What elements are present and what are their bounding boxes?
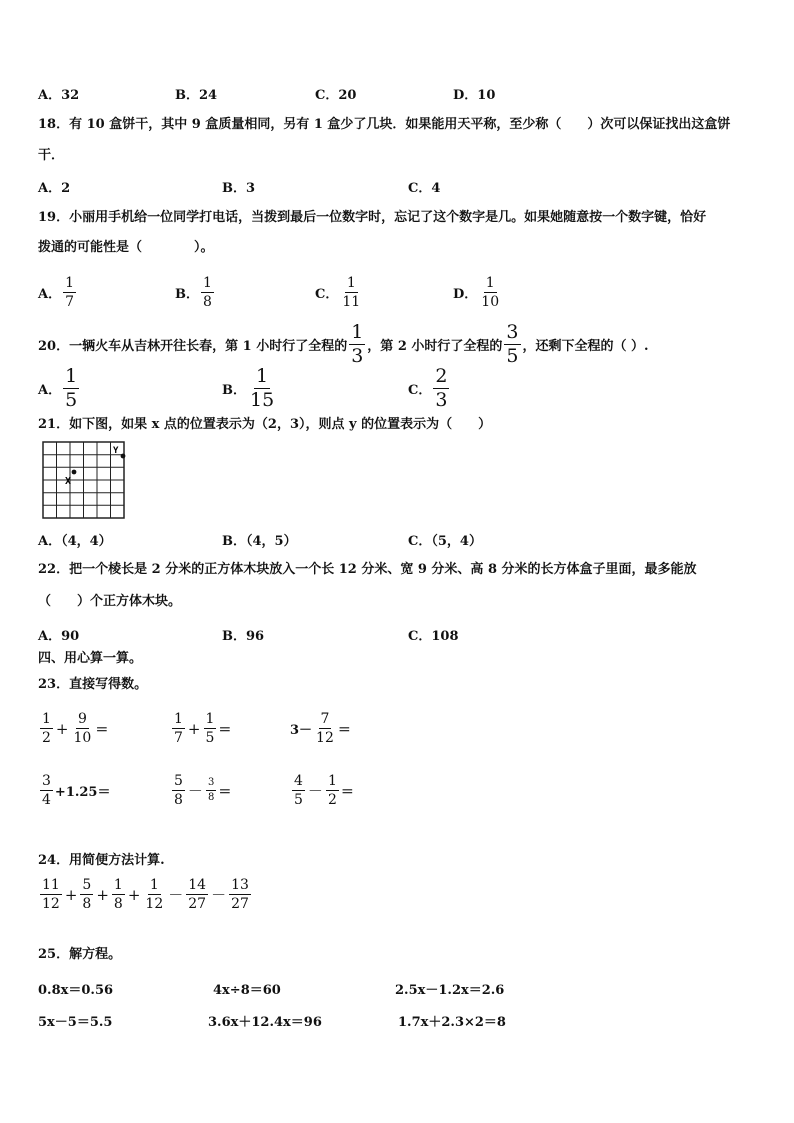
q19-line1: 19．小丽用手机给一位同学打电话，当拨到最后一位数字时，忘记了这个数字是几。如果她随意按一个数字键，恰好	[38, 210, 707, 225]
fraction: $\frac{1}{3}$	[351, 321, 364, 367]
q20-option-c	[408, 367, 451, 410]
fraction: $\frac{1}{10}$	[481, 275, 500, 310]
q23-title: 23．直接写得数。	[38, 677, 148, 692]
point-x-label: X	[65, 476, 72, 487]
q25-equation-6: 1.7x＋2.3×2＝8	[398, 1015, 506, 1030]
option-label: A．	[38, 287, 62, 302]
q24-expression: $\frac{11}{12}$ + $\frac{5}{8}$ + $\frac{1}{8}$ + $\frac{1}{12}$ － $\frac{14}{27}$ － $\frac{13}{27}$	[42, 877, 249, 912]
q25-equation-3: 2.5x－1.2x＝2.6	[395, 983, 505, 998]
option-label: C．	[408, 383, 432, 398]
q25-equation-5: 3.6x＋12.4x＝96	[208, 1015, 322, 1030]
grid-lines	[43, 442, 124, 518]
q22-option-c: C．108	[408, 629, 459, 644]
q22-option-b: B．96	[222, 629, 265, 644]
q19-line2: 拨通的可能性是（ ）。	[38, 240, 214, 255]
q17-option-a: A．32	[38, 88, 80, 103]
option-label: C．	[315, 287, 339, 302]
q21-option-c: C．（5，4）	[408, 534, 482, 549]
option-label: B．	[222, 383, 246, 398]
q23-expression-5: $\frac{5}{8}$ － $\frac{3}{8}$ ＝	[174, 773, 232, 808]
q18-option-c: C．4	[408, 181, 441, 196]
q23-expression-4: $\frac{3}{4}$ +1.25＝	[42, 773, 111, 808]
q25-title: 25．解方程。	[38, 947, 122, 962]
q21-line1: 21．如下图，如果 x 点的位置表示为（2，3），则点 y 的位置表示为（ ）	[38, 417, 492, 432]
q22-option-a: A．90	[38, 629, 80, 644]
q19-option-b	[175, 276, 216, 309]
fraction: $\frac{2}{3}$	[435, 365, 448, 411]
q22-line2: （ ）个正方体木块。	[38, 594, 182, 609]
fraction: $\frac{1}{15}$	[250, 365, 275, 411]
q23-expression-3: 3－ $\frac{7}{12}$ ＝	[290, 711, 351, 746]
point-y	[121, 454, 126, 459]
fraction: $\frac{1}{11}$	[342, 275, 361, 310]
q17-option-d: D．10	[453, 88, 496, 103]
q19-option-a	[38, 276, 78, 309]
q19-option-c	[315, 276, 364, 309]
section-four-heading: 四、用心算一算。	[38, 651, 143, 666]
q25-equation-2: 4x÷8＝60	[213, 983, 281, 998]
q20-option-a	[38, 367, 81, 410]
q23-expression-6: $\frac{4}{5}$ － $\frac{1}{2}$ ＝	[294, 773, 354, 808]
fraction: $\frac{1}{7}$	[65, 275, 75, 310]
q18-option-a: A．2	[38, 181, 71, 196]
q20-question	[38, 323, 649, 366]
q18-option-b: B．3	[222, 181, 256, 196]
q20-text-part1: 20．一辆火车从吉林开往长春，第 1 小时行了全程的	[38, 339, 348, 354]
fraction: $\frac{1}{8}$	[203, 275, 212, 310]
fraction: $\frac{3}{5}$	[506, 321, 519, 367]
q25-equation-4: 5x－5＝5.5	[38, 1015, 113, 1030]
q20-text-part2: ，第 2 小时行了全程的	[367, 339, 503, 354]
q23-expression-2: $\frac{1}{7}$ + $\frac{1}{5}$ ＝	[174, 711, 232, 746]
option-label: A．	[38, 383, 62, 398]
q21-option-a: A．（4，4）	[38, 534, 112, 549]
q20-option-b	[222, 367, 278, 410]
q18-line1: 18．有 10 盒饼干，其中 9 盒质量相同，另有 1 盒少了几块．如果能用天平称，至少称（ ）次可以保证找出这盒饼	[38, 117, 731, 132]
q17-option-c: C．20	[315, 88, 357, 103]
q20-text-part3: ，还剩下全程的（ ）.	[522, 339, 649, 354]
q17-option-b: B．24	[175, 88, 218, 103]
q19-option-d	[453, 276, 503, 309]
q18-line2: 干．	[38, 148, 65, 163]
option-label: D．	[453, 287, 478, 302]
q22-line1: 22．把一个棱长是 2 分米的正方体木块放入一个长 12 分米、宽 9 分米、高 8 分米的长方体盒子里面，最多能放	[38, 562, 697, 577]
option-label: B．	[175, 287, 199, 302]
q21-grid-figure	[42, 441, 128, 521]
fraction: $\frac{1}{5}$	[65, 365, 78, 411]
q24-title: 24．用简便方法计算.	[38, 853, 165, 868]
q23-expression-1: $\frac{1}{2}$ + $\frac{9}{10}$ ＝	[42, 711, 109, 746]
q25-equation-1: 0.8x＝0.56	[38, 983, 114, 998]
point-y-label: Y	[113, 446, 119, 456]
point-x	[72, 470, 77, 475]
q21-option-b: B．（4，5）	[222, 534, 297, 549]
